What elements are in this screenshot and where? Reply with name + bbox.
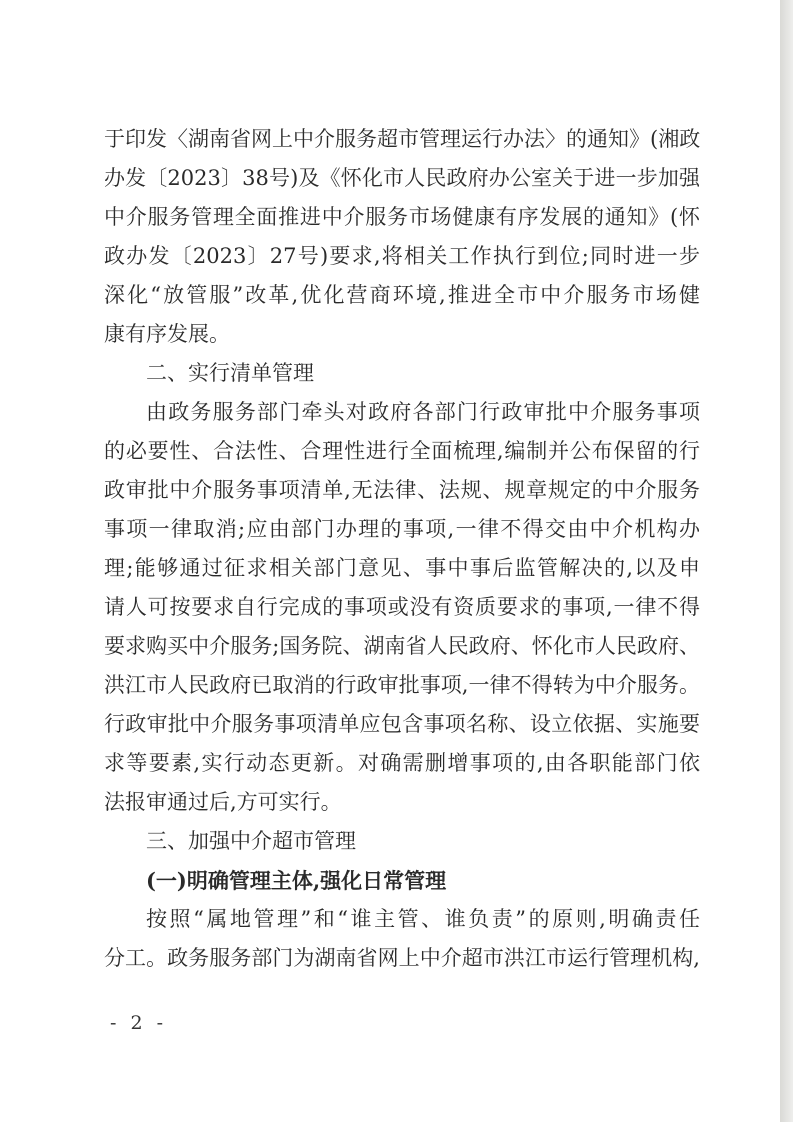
text-line: 中介服务管理全面推进中介服务市场健康有序发展的通知》(怀 [104,205,700,229]
text-line: 事项一律取消;应由部门办理的事项,一律不得交由中介机构办 [104,517,700,541]
text-line: 政办发〔2023〕27号)要求,将相关工作执行到位;同时进一步 [104,244,700,268]
text-line: 办发〔2023〕38号)及《怀化市人民政府办公室关于进一步加强 [104,166,700,190]
text-line: 求等要素,实行动态更新。对确需删增事项的,由各职能部门依 [104,751,700,775]
page-edge [780,0,793,1122]
text-line: 要求购买中介服务;国务院、湖南省人民政府、怀化市人民政府、 [104,634,700,658]
text-line: 于印发〈湖南省网上中介服务超市管理运行办法〉的通知》(湘政 [104,127,701,151]
text-line: 的必要性、合法性、合理性进行全面梳理,编制并公布保留的行 [104,439,700,463]
section-heading: 三、加强中介超市管理 [146,829,356,853]
text-line: 理;能够通过征求相关部门意见、事中事后监管解决的,以及申 [104,556,700,580]
text-line: 康有序发展。 [104,322,230,346]
text-line: 由政务服务部门牵头对政府各部门行政审批中介服务事项 [146,400,700,424]
text-line: 深化“放管服”改革,优化营商环境,推进全市中介服务市场健 [104,283,700,307]
document-body [104,120,700,978]
subsection-heading: (一)明确管理主体,强化日常管理 [146,868,447,893]
section-heading: 二、实行清单管理 [146,361,314,385]
text-line: 政审批中介服务事项清单,无法律、法规、规章规定的中介服务 [104,478,700,502]
page-number: - 2 - [110,1012,168,1034]
text-line: 洪江市人民政府已取消的行政审批事项,一律不得转为中介服务。 [104,673,700,697]
text-line: 行政审批中介服务事项清单应包含事项名称、设立依据、实施要 [104,712,700,736]
text-line: 分工。政务服务部门为湖南省网上中介超市洪江市运行管理机构, [104,946,700,970]
text-line: 请人可按要求自行完成的事项或没有资质要求的事项,一律不得 [104,595,700,619]
text-line: 法报审通过后,方可实行。 [104,790,342,814]
text-line: 按照“属地管理”和“谁主管、谁负责”的原则,明确责任 [146,907,700,931]
